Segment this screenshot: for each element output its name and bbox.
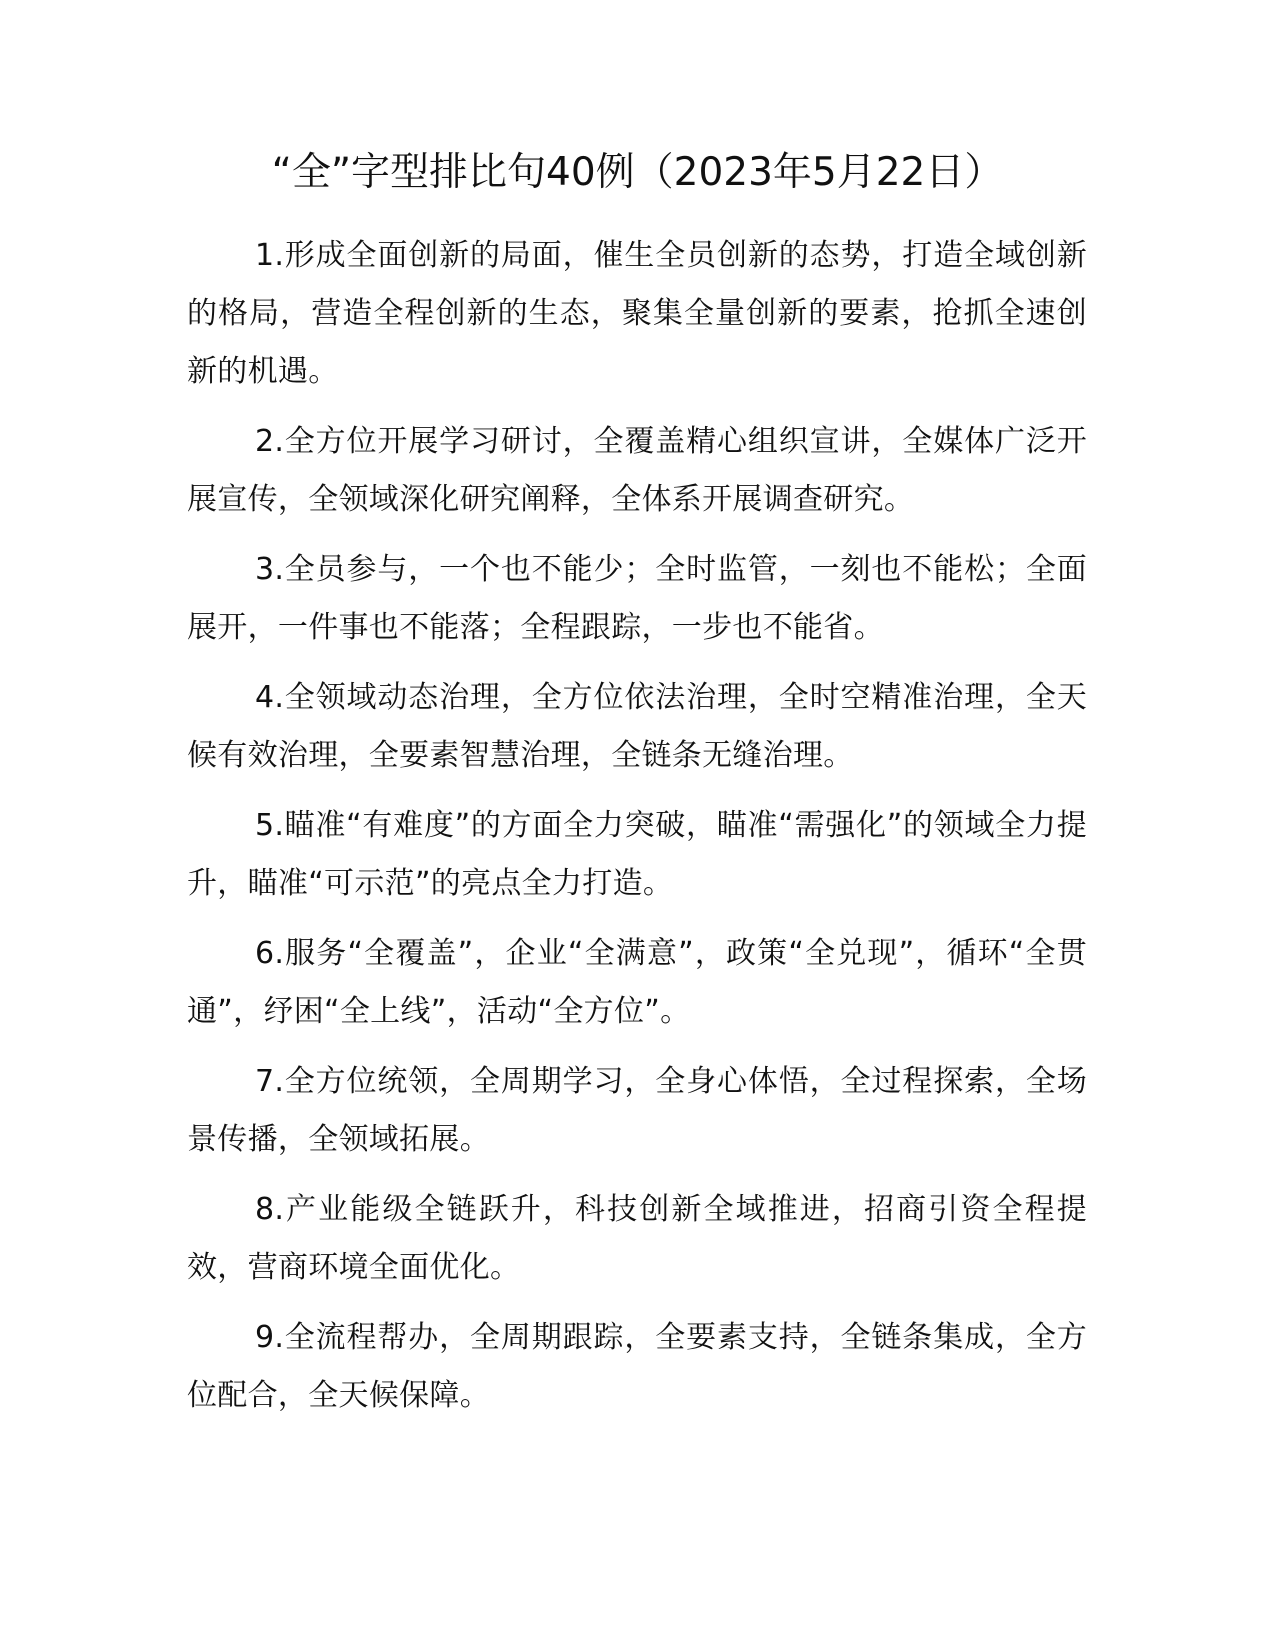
paragraph-5: 5.瞄准“有难度”的方面全力突破，瞄准“需强化”的领域全力提升，瞄准“可示范”的亮点全力打造。: [187, 808, 1087, 901]
paragraph-2: 2.全方位开展学习研讨，全覆盖精心组织宣讲，全媒体广泛开展宣传，全领域深化研究阐释，全体系开展调查研究。: [187, 424, 1087, 517]
paragraph-7: 7.全方位统领，全周期学习，全身心体悟，全过程探索，全场景传播，全领域拓展。: [187, 1064, 1087, 1157]
paragraph-6: 6.服务“全覆盖”，企业“全满意”，政策“全兑现”，循环“全贯通”，纾困“全上线”，活动“全方位”。: [187, 936, 1087, 1029]
paragraph-8: 8.产业能级全链跃升，科技创新全域推进，招商引资全程提效，营商环境全面优化。: [187, 1192, 1087, 1285]
paragraph-3: 3.全员参与，一个也不能少；全时监管，一刻也不能松；全面展开，一件事也不能落；全程跟踪，一步也不能省。: [187, 552, 1087, 645]
document-title: “全”字型排比句40例（2023年5月22日）: [271, 150, 1004, 195]
paragraph-1: 1.形成全面创新的局面，催生全员创新的态势，打造全域创新的格局，营造全程创新的生态，聚集全量创新的要素，抢抓全速创新的机遇。: [187, 238, 1087, 389]
paragraph-9: 9.全流程帮办，全周期跟踪，全要素支持，全链条集成，全方位配合，全天候保障。: [187, 1320, 1087, 1413]
document-body: [187, 227, 1087, 1437]
paragraph-4: 4.全领域动态治理，全方位依法治理，全时空精准治理，全天候有效治理，全要素智慧治理，全链条无缝治理。: [187, 680, 1087, 773]
